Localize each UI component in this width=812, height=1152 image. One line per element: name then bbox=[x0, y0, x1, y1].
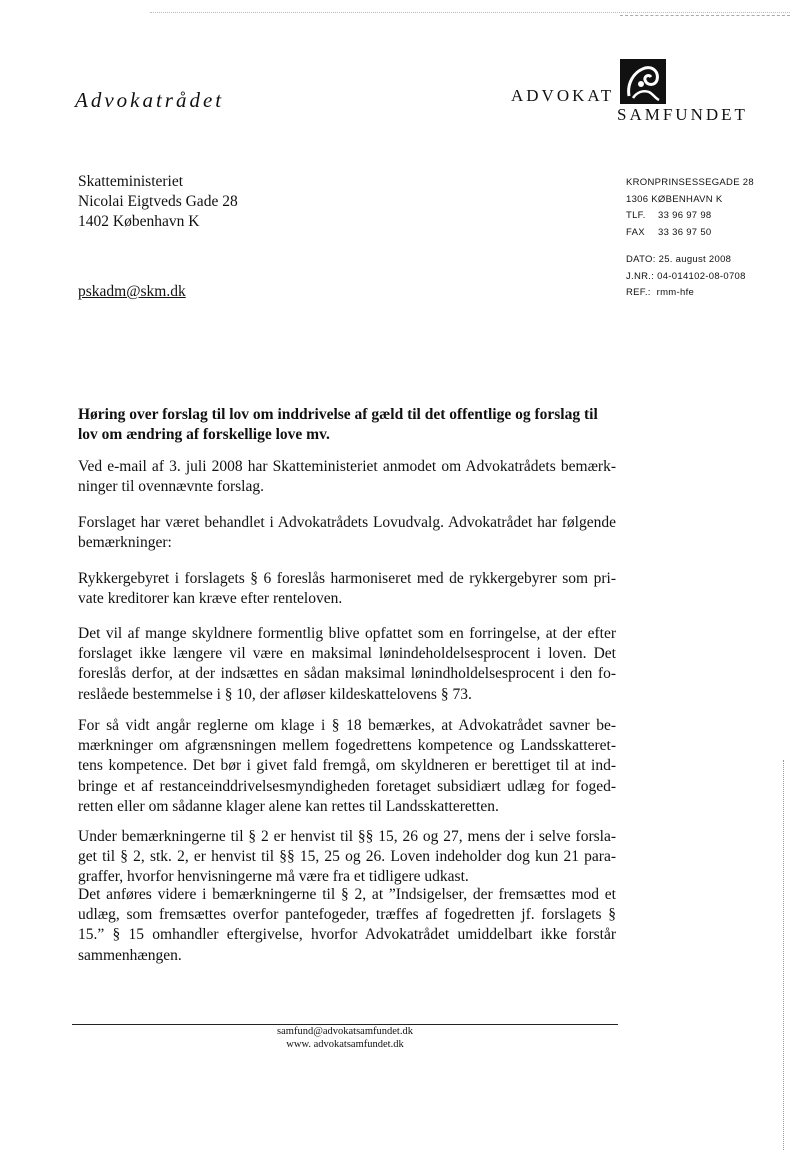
letter-paragraph: Forslaget har været behandlet i Advokatrådets Lovudvalg. Advokatrådet har følgende bemærkninger: bbox=[78, 514, 616, 552]
letter-paragraph: Under bemærkningerne til § 2 er henvist til §§ 15, 26 og 27, mens der i selve forsla-get til § 2, stk. 2, er henvist til §§ 15, 25 og 26. Loven indeholder dog kun 21 para-graffer, hvorfor henvisningerne må være fra et tidligere udkast. bbox=[78, 828, 616, 886]
sender-fax bbox=[626, 225, 754, 242]
sender-contact-block bbox=[626, 175, 754, 241]
scan-edge-line bbox=[783, 760, 784, 1150]
ref-value: rmm-hfe bbox=[656, 287, 695, 299]
brand-name-advokat: ADVOKAT bbox=[511, 86, 615, 105]
fax-label: FAX bbox=[626, 226, 645, 238]
phone-label: TLF. bbox=[626, 210, 646, 222]
ref-label: REF.: bbox=[626, 287, 651, 299]
journal-number bbox=[626, 269, 746, 286]
phone-value: 33 96 97 98 bbox=[658, 210, 712, 222]
sender-city: 1306 KØBENHAVN K bbox=[626, 193, 723, 205]
letter-reference-block bbox=[626, 252, 746, 302]
sender-street: KRONPRINSESSEGADE 28 bbox=[626, 177, 754, 188]
footer-website-link[interactable]: www. advokatsamfundet.dk bbox=[286, 1039, 404, 1050]
reference bbox=[626, 285, 746, 302]
sender-phone bbox=[626, 208, 754, 225]
date-label: DATO: bbox=[626, 254, 656, 265]
date-value: 25. august 2008 bbox=[658, 254, 732, 265]
jnr-value: 04-014102-08-0708 bbox=[657, 270, 746, 282]
letter-paragraph: Rykkergebyret i forslagets § 6 foreslås harmoniseret med de rykkergebyrer som pri-vate kreditorer kan kræve efter renteloven. bbox=[78, 570, 616, 608]
jnr-label: J.NR.: bbox=[626, 270, 655, 282]
scan-artifact-line bbox=[150, 12, 790, 13]
footer bbox=[72, 1025, 618, 1051]
recipient-street: Nicolai Eigtveds Gade 28 bbox=[78, 193, 238, 210]
letter-paragraph: Det vil af mange skyldnere formentlig blive opfattet som en forringelse, at der efter forslaget ikke længere vil være en maksimal lønindeholdelsesprocent i loven. Det foreslås derfor, at der indsættes en sådan maksimal lønindholdelsesprocent i den fo-reslåede bestemmelse i § 10, der afløser kildeskattelovens § 73. bbox=[78, 625, 616, 703]
recipient-name: Skatteministeriet bbox=[78, 173, 184, 190]
letter-subject: Høring over forslag til lov om inddrivelse af gæld til det offentlige og forslag til lov om ændring af forskellige love mv. bbox=[78, 406, 598, 444]
recipient-city: 1402 København K bbox=[78, 213, 200, 230]
fax-value: 33 36 97 50 bbox=[658, 226, 712, 238]
council-title: Advokatrådet bbox=[75, 88, 225, 112]
letter-paragraph: For så vidt angår reglerne om klage i § 18 bemærkes, at Advokatrådet savner be-mærkninger om afgrænsningen mellem fogedrettens kompetence og Landsskatteret-tens kompetence. Det bør i givet fald fremgå, om skyldneren er berettiget til at ind-bringe et af restanceinddrivelsesmyndigheden foretaget subsidiært udlæg for foged-retten eller om sådanne klager alene kan rettes til Landsskatteretten. bbox=[78, 717, 616, 815]
letter-paragraph: Det anføres videre i bemærkningerne til § 2, at ”Indsigelser, der fremsættes mod et udlæg, som fremsættes overfor pantefogeder, træffes af fogedretten jf. forslagets § 15.” § 15 omhandler eftergivelse, hvorfor Advokatrådet umiddelbart ikke forstår sammenhængen. bbox=[78, 886, 616, 964]
brand-name-samfundet: SAMFUNDET bbox=[617, 105, 748, 124]
advokatsamfundet-emblem-icon bbox=[619, 58, 667, 105]
footer-email-link[interactable]: samfund@advokatsamfundet.dk bbox=[277, 1026, 413, 1037]
recipient-email-link[interactable]: pskadm@skm.dk bbox=[78, 283, 186, 300]
scan-artifact-line bbox=[620, 15, 790, 16]
letter-paragraph: Ved e-mail af 3. juli 2008 har Skatteministeriet anmodet om Advokatrådets bemærk-ninger til ovennævnte forslag. bbox=[78, 458, 616, 496]
recipient-address bbox=[78, 172, 238, 232]
letter-date bbox=[626, 252, 746, 269]
